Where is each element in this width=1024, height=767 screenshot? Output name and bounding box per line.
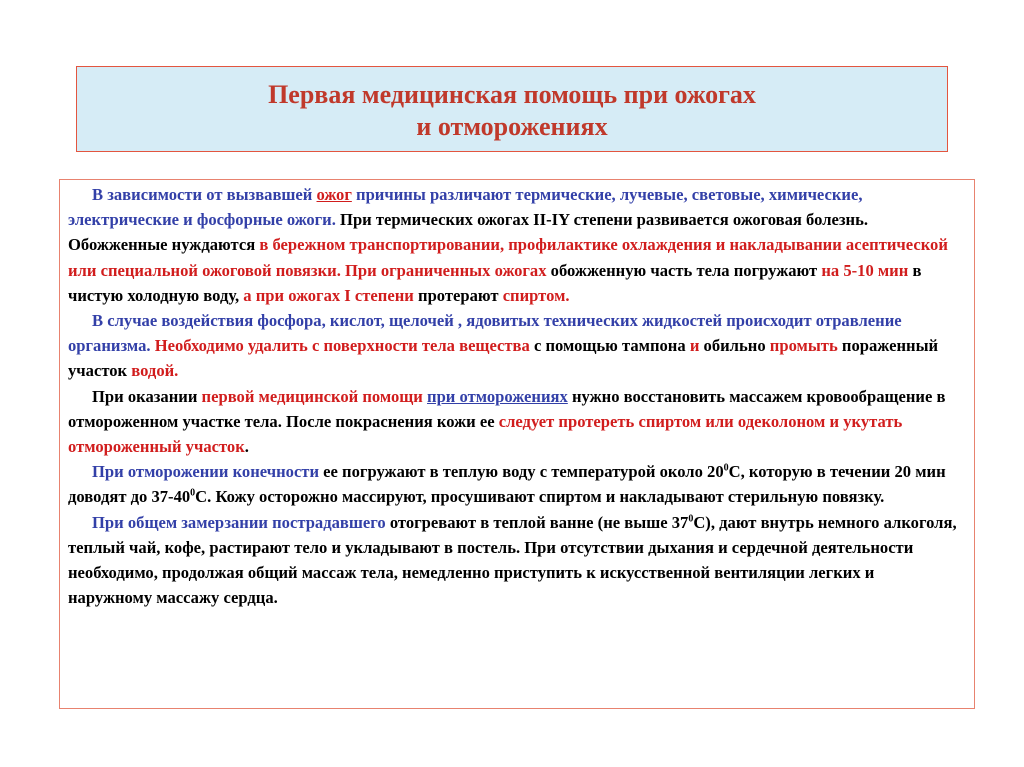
paragraph-burns [68,182,958,308]
text-segment: обожженную часть тела погружают [546,260,822,280]
text-segment: отогревают в теплой ванне (не выше 37 [385,512,689,532]
text-segment: следует протереть спиртом или одеколоном и укутать отмороженный участок [68,411,903,457]
text-segment: . [244,437,249,457]
text-segment: С, которую в течении 20 мин доводят до 37-40 [68,462,946,507]
text-segment: обильно [699,336,770,356]
paragraph-limb-frostbite [68,459,958,509]
text-segment: водой. [131,361,179,381]
superscript: 0 [190,487,196,499]
text-segment: при отморожениях [427,386,568,406]
text-segment: При оказании [92,386,202,406]
text-segment: нужно восстановить массажем кровообращение в отмороженном участке тела. После покраснения кожи ее [68,386,946,431]
text-segment: При отморожении конечности [92,462,320,482]
text-segment: с помощью тампона [529,336,690,356]
text-segment: ее погружают в теплую воду с температурой около 20 [319,462,724,482]
text-segment: С. Кожу осторожно массируют, просушивают спиртом и накладывают стерильную повязку. [195,487,885,507]
content-panel [59,179,975,709]
superscript: 0 [688,513,694,525]
paragraph-general-freezing [68,510,958,611]
text-segment: ожог [316,185,352,204]
text-segment: а при ожогах I степени [239,285,414,305]
text-segment: пораженный участок [68,336,939,381]
page-title-line-1: Первая медицинская помощь при ожогах [268,80,756,109]
paragraph-frostbite [68,384,958,460]
body-text [68,182,958,610]
text-segment: При общем замерзании пострадавшего [92,512,386,532]
text-segment: в чистую холодную воду, [68,260,922,305]
superscript: 0 [723,462,729,474]
paragraph-chemical [68,308,958,384]
text-segment: первой медицинской помощи [201,386,423,406]
page-title-line-2: и отморожениях [416,112,608,141]
text-segment: причины различают термические, лучевые, световые, химические, электрические и фосфорные ожоги. [68,185,863,230]
text-segment: промыть [769,336,838,356]
text-segment: спиртом. [502,285,570,305]
text-segment: на 5-10 мин [821,260,909,280]
text-segment: При термических ожогах II-IY степени развивается ожоговая болезнь. Обожженные нуждаются [68,210,869,255]
text-segment: Необходимо удалить с поверхности тела вещества [150,336,530,356]
text-segment: В случае воздействия фосфора, кислот, щелочей , ядовитых технических жидкостей происходит отравление организма. [68,311,902,356]
text-segment: в бережном транспортировании, профилактике охлаждения и накладывании асептической или специальной ожоговой повязки. При ограниченных ожогах [68,235,948,280]
text-segment: С), дают внутрь немного алкоголя, теплый чай, кофе, растирают тело и укладывают в постель. При отсутствии дыхания и сердечной деятельности необходимо, продолжая общий массаж тела, немедленно приступить к искусственной вентиляции легких и наружному массажу сердца. [68,512,957,608]
text-segment: и [689,336,700,356]
text-segment: В зависимости от вызвавшей [92,185,317,204]
text-segment: протерают [413,285,503,305]
title-banner [76,66,948,152]
